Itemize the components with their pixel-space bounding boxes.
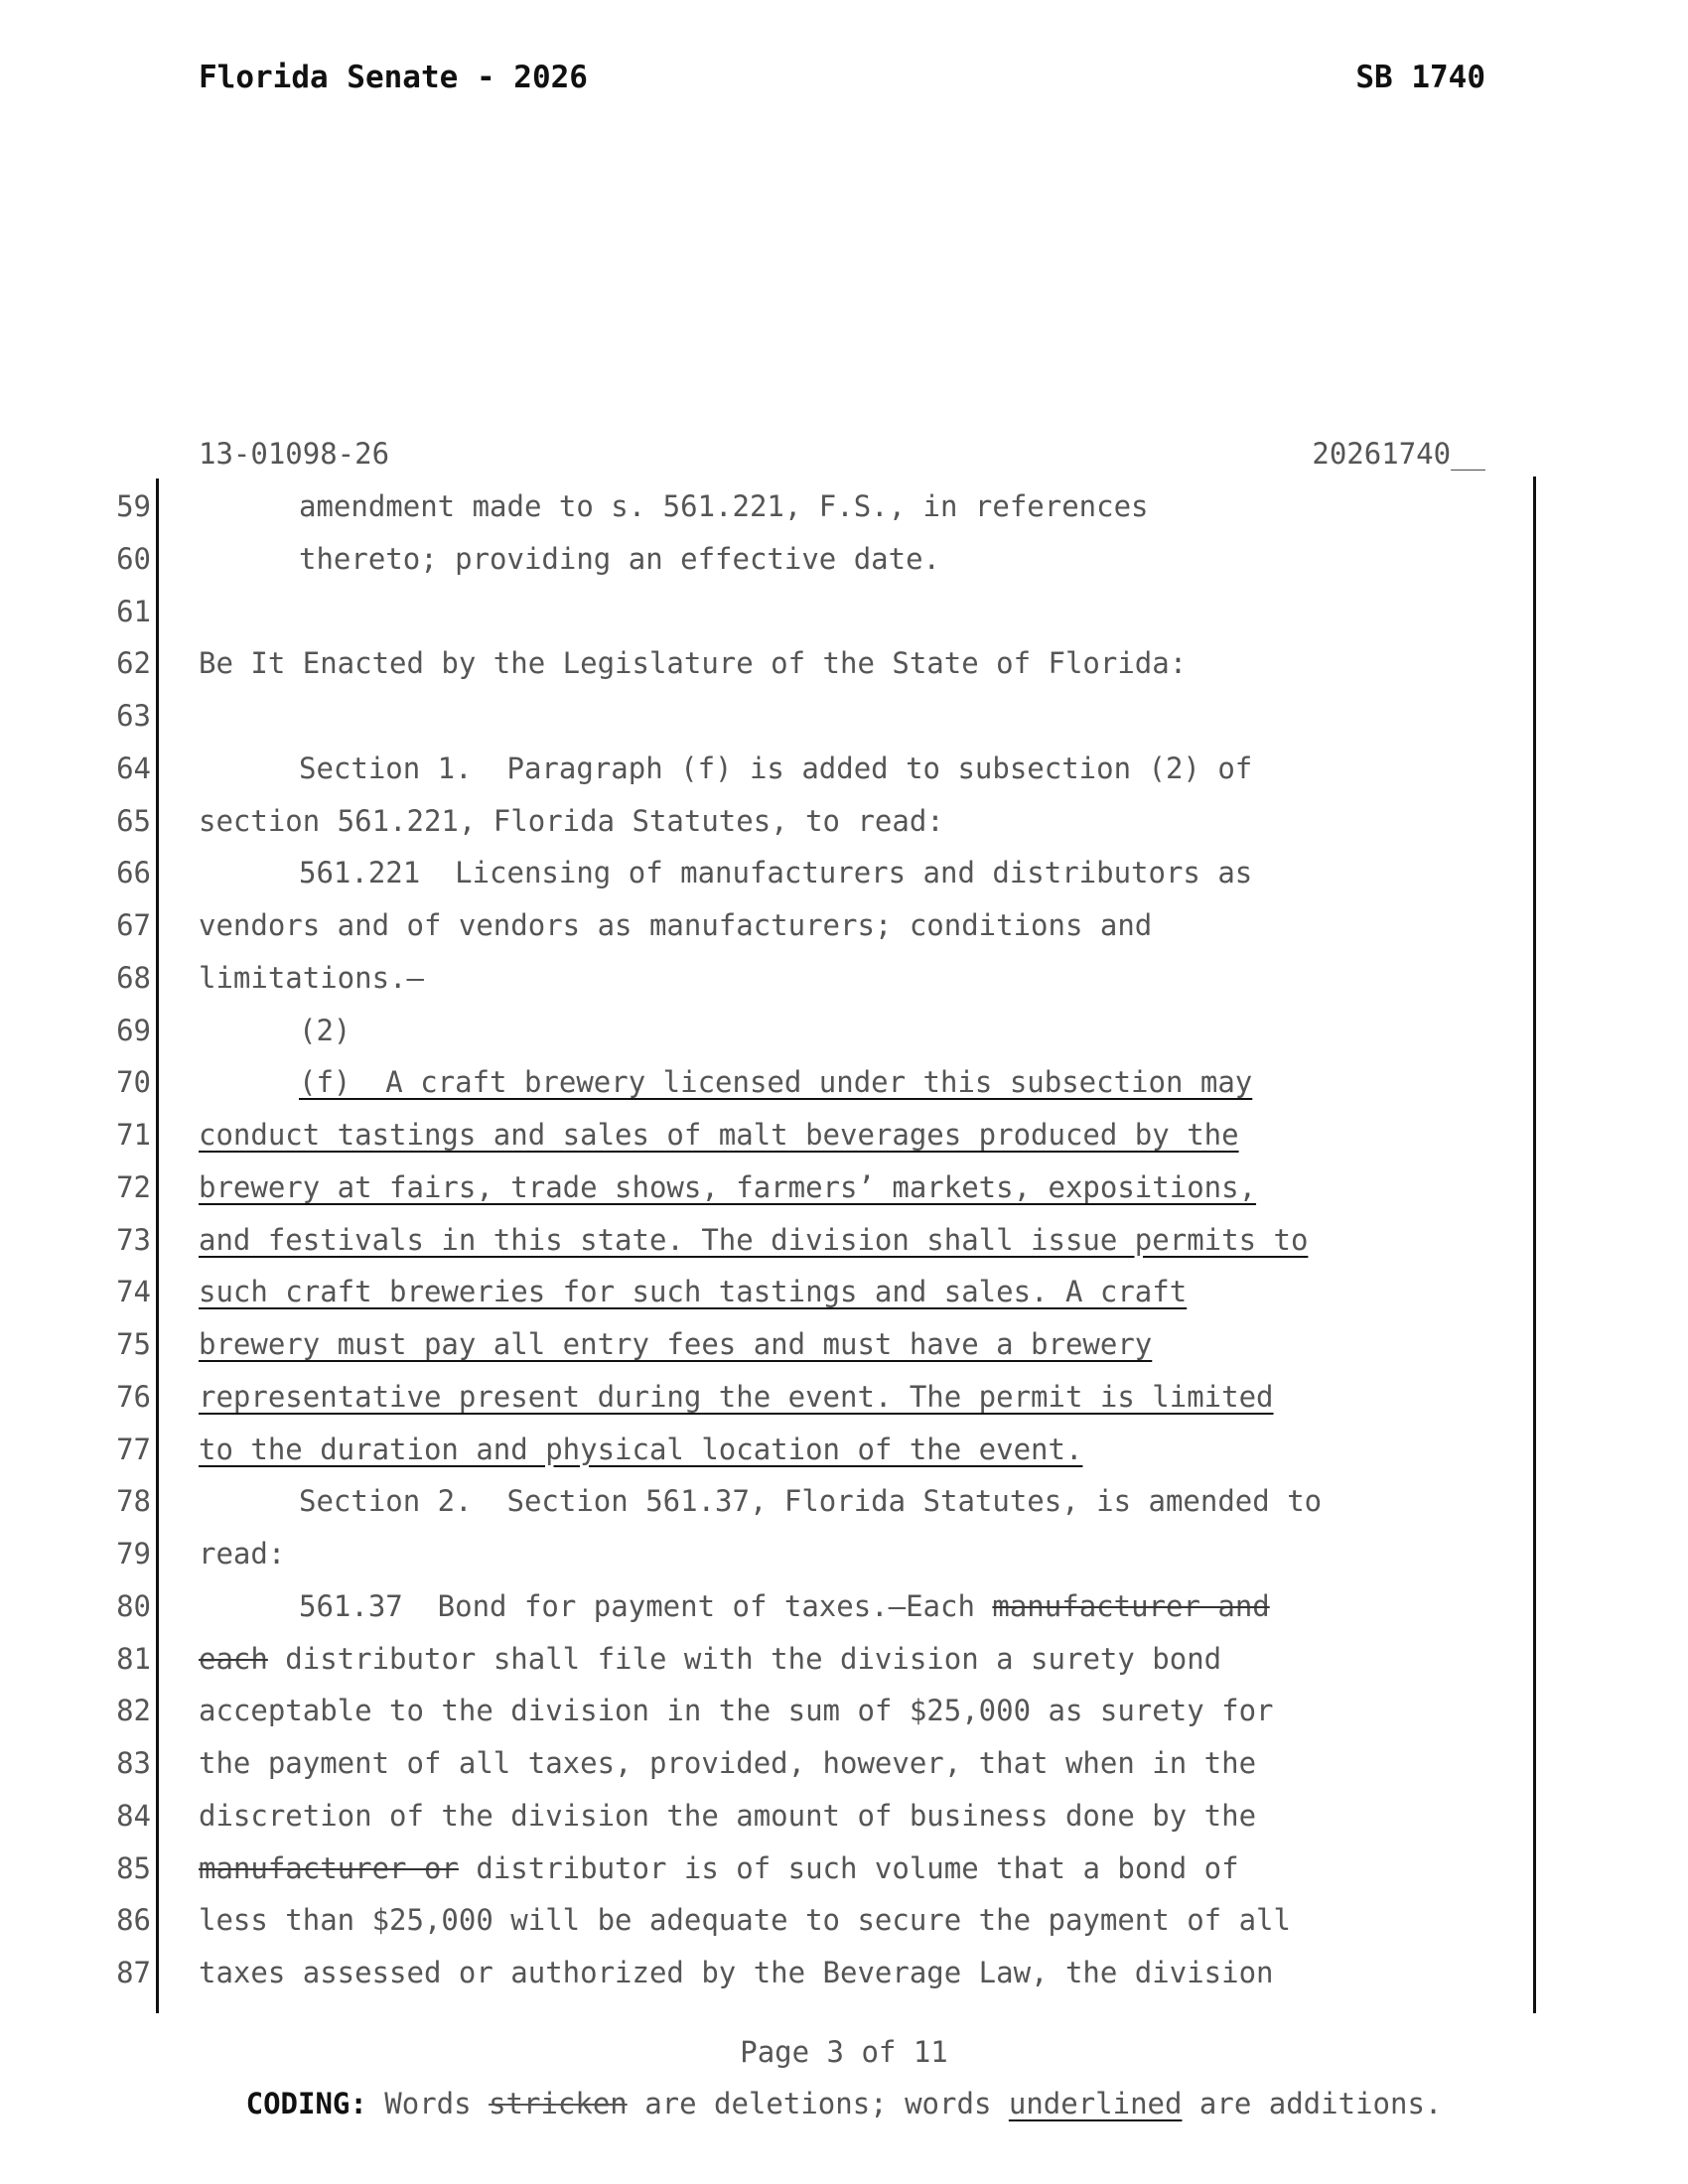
line-number: 81	[116, 1641, 151, 1676]
stricken-text: manufacturer or	[199, 1850, 459, 1885]
text-line: vendors and of vendors as manufacturers; conditions and	[199, 908, 1153, 942]
line-number: 73	[116, 1222, 151, 1257]
enacting-clause: Be It Enacted by the Legislature of the State of Florida:	[199, 646, 1188, 681]
text-line: manufacturer or distributor is of such volume that a bond of	[199, 1850, 1239, 1885]
line-number: 72	[116, 1169, 151, 1204]
line-number: 70	[116, 1065, 151, 1100]
added-text-line: conduct tastings and sales of malt beverages produced by the	[199, 1118, 1239, 1152]
line-number: 61	[116, 594, 151, 628]
text-line: limitations.—	[199, 960, 424, 995]
line-number: 76	[116, 1379, 151, 1414]
line-number: 63	[116, 699, 151, 733]
text-line: amendment made to s. 561.221, F.S., in references	[299, 489, 1149, 523]
line-number: 66	[116, 856, 151, 890]
text-line	[199, 690, 1529, 743]
page-number: Page 3 of 11	[740, 2035, 948, 2069]
line-number: 71	[116, 1118, 151, 1152]
added-text-line: brewery at fairs, trade shows, farmers’ markets, expositions,	[199, 1169, 1257, 1204]
added-text-line: such craft breweries for such tastings and sales. A craft	[199, 1275, 1188, 1309]
text-line: less than $25,000 will be adequate to secure the payment of all	[199, 1903, 1291, 1938]
added-text-line: to the duration and physical location of the event.	[199, 1432, 1083, 1466]
coding-legend: CODING: Words stricken are deletions; words underlined are additions.	[245, 2087, 1443, 2120]
text-line: taxes assessed or authorized by the Beverage Law, the division	[199, 1956, 1274, 1989]
line-number: 75	[116, 1327, 151, 1361]
line-number: 78	[116, 1484, 151, 1519]
line-number: 77	[116, 1432, 151, 1466]
added-text-line: and festivals in this state. The division shall issue permits to	[199, 1222, 1309, 1257]
line-number-column	[95, 480, 151, 1999]
line-number: 83	[116, 1746, 151, 1780]
line-number: 85	[116, 1850, 151, 1885]
text-line: 561.37 Bond for payment of taxes.—Each manufacturer and	[299, 1588, 1270, 1623]
added-text-line: brewery must pay all entry fees and must have a brewery	[199, 1327, 1153, 1361]
line-number: 86	[116, 1903, 151, 1938]
text-line: thereto; providing an effective date.	[299, 541, 941, 576]
bill-code: 20261740__	[1312, 437, 1485, 471]
stricken-example: stricken	[489, 2087, 628, 2120]
text-line: acceptable to the division in the sum of $25,000 as surety for	[199, 1694, 1274, 1728]
added-text-line: (f) A craft brewery licensed under this subsection may	[299, 1065, 1253, 1100]
bill-text	[199, 480, 1529, 1999]
line-number: 74	[116, 1275, 151, 1309]
left-margin-rule	[156, 478, 159, 2013]
chamber-header: Florida Senate - 2026	[199, 60, 588, 95]
text-line: read:	[199, 1537, 286, 1570]
section-1-heading: Section 1. Paragraph (f) is added to subsection (2) of	[299, 751, 1253, 785]
line-number: 69	[116, 1013, 151, 1047]
line-number: 68	[116, 960, 151, 995]
added-text-line: representative present during the event. The permit is limited	[199, 1379, 1274, 1414]
line-number: 82	[116, 1694, 151, 1728]
coding-label: CODING:	[245, 2087, 367, 2120]
underlined-example: underlined	[1008, 2087, 1183, 2120]
text-line	[199, 586, 1529, 638]
drafting-id: 13-01098-26	[199, 437, 390, 471]
text-line: the payment of all taxes, provided, however, that when in the	[199, 1746, 1257, 1780]
line-number: 67	[116, 908, 151, 942]
statute-catchline: 561.221 Licensing of manufacturers and distributors as	[299, 856, 1253, 890]
text-line: section 561.221, Florida Statutes, to read:	[199, 803, 944, 838]
line-number: 59	[116, 489, 151, 523]
subsection-marker: (2)	[299, 1013, 352, 1047]
line-number: 84	[116, 1798, 151, 1833]
right-margin-rule	[1533, 477, 1536, 2013]
line-number: 87	[116, 1956, 151, 1989]
line-number: 60	[116, 541, 151, 576]
stricken-text: each	[199, 1641, 268, 1676]
line-number: 65	[116, 803, 151, 838]
text-line: each distributor shall file with the division a surety bond	[199, 1641, 1222, 1676]
line-number: 79	[116, 1537, 151, 1570]
bill-number-header: SB 1740	[1355, 60, 1485, 95]
line-number: 80	[116, 1588, 151, 1623]
text-line: discretion of the division the amount of business done by the	[199, 1798, 1257, 1833]
section-2-heading: Section 2. Section 561.37, Florida Statutes, is amended to	[299, 1484, 1323, 1519]
stricken-text: manufacturer and	[992, 1588, 1270, 1623]
line-number: 62	[116, 646, 151, 681]
line-number: 64	[116, 751, 151, 785]
